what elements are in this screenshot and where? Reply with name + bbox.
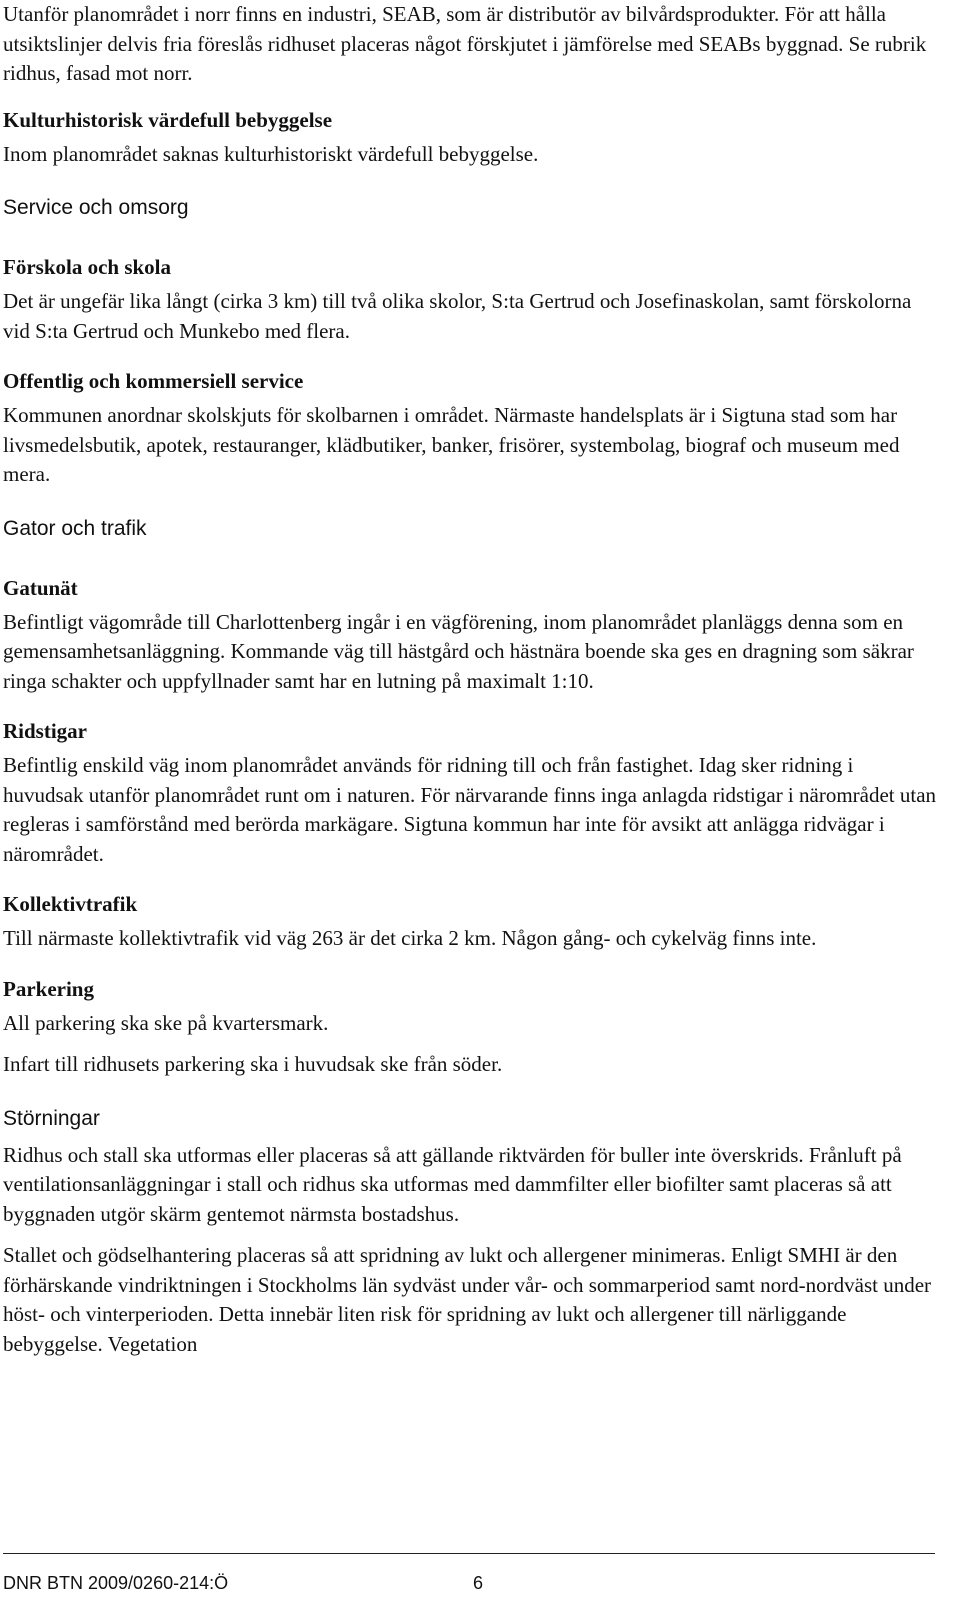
paragraph-storningar-lukt: Stallet och gödselhantering placeras så att spridning av lukt och allergener minimeras. Enligt SMHI är den förhärskande vindriktningen i Stockholms län sydväst under vår- och sommarperiod samt nord-nordväst under höst- och vinterperioden. Detta innebär liten risk för spridning av lukt och allergener till närliggande bebyggelse. Vegetation [3,1243,932,1356]
paragraph-storningar-buller: Ridhus och stall ska utformas eller placeras så att gällande riktvärden för buller inte överskrids. Frånluft på ventilationsanläggningar i stall och ridhus ska utformas med dammfilter eller biofilter samt placeras så att byggnaden utgör skärm gentemot närmsta bostadshus. [3,1142,902,1226]
heading-kulturhistorisk: Kulturhistorisk värdefull bebyggelse [3,107,333,132]
paragraph-parkering-infart: Infart till ridhusets parkering ska i huvudsak ske från söder. [3,1052,503,1076]
footer-reference: DNR BTN 2009/0260-214:Ö [3,1573,229,1593]
heading-offentlig-service: Offentlig och kommersiell service [3,369,304,393]
heading-parkering: Parkering [3,976,94,1001]
paragraph-kollektivtrafik: Till närmaste kollektivtrafik vid väg 263 är det cirka 2 km. Någon gång- och cykelväg finns inte. [3,926,817,950]
section-heading-service: Service och omsorg [3,196,189,219]
paragraph-parkering-kvartersmark: All parkering ska ske på kvartersmark. [3,1010,329,1035]
paragraph-offentlig-service: Kommunen anordnar skolskjuts för skolbarnen i området. Närmaste handelsplats är i Sigtuna stad som har livsmedelsbutik, apotek, restauranger, klädbutiker, banker, frisörer, systembolag, biograf och museum med mera. [3,403,900,486]
heading-ridstigar: Ridstigar [3,719,87,743]
paragraph-industri: Utanför planområdet i norr finns en industri, SEAB, som är distributör av bilvårdsprodukter. För att hålla utsiktslinjer delvis fria föreslås ridhuset placeras något förskjutet i jämförelse med SEABs byggnad. Se rubrik ridhus, fasad mot norr. [3,2,927,85]
paragraph-gatunat: Befintligt vägområde till Charlottenberg ingår i en vägförening, inom planområdet planläggs denna som en gemensamhetsanläggning. Kommande väg till hästgård och hästnära boende ska ges en dragning som säkrar ringa schakter och uppfyllnader samt har en lutning på maximalt 1:10. [3,609,914,693]
section-heading-storningar: Störningar [3,1106,100,1130]
paragraph-ridstigar: Befintlig enskild väg inom planområdet används för ridning till och från fastighet. Idag sker ridning i huvudsak utanför planområdet runt om i naturen. För närvarande finns inga anlagda ridstigar i närområdet utan regleras i samförstånd med berörda markägare. Sigtuna kommun har inte för avsikt att anlägga ridvägar i närområdet. [3,753,937,866]
heading-forskola: Förskola och skola [3,255,172,279]
footer-divider [3,1553,935,1554]
heading-kollektivtrafik: Kollektivtrafik [3,892,138,916]
paragraph-forskola: Det är ungefär lika långt (cirka 3 km) till två olika skolor, S:ta Gertrud och Josefinaskolan, samt förskolorna vid S:ta Gertrud och Munkebo med flera. [3,289,912,343]
paragraph-kulturhistorisk: Inom planområdet saknas kulturhistoriskt värdefull bebyggelse. [3,141,539,166]
document-page [3,0,938,1359]
heading-gatunat: Gatunät [3,575,78,600]
section-heading-gator: Gator och trafik [3,516,147,540]
page-number: 6 [473,1573,484,1593]
